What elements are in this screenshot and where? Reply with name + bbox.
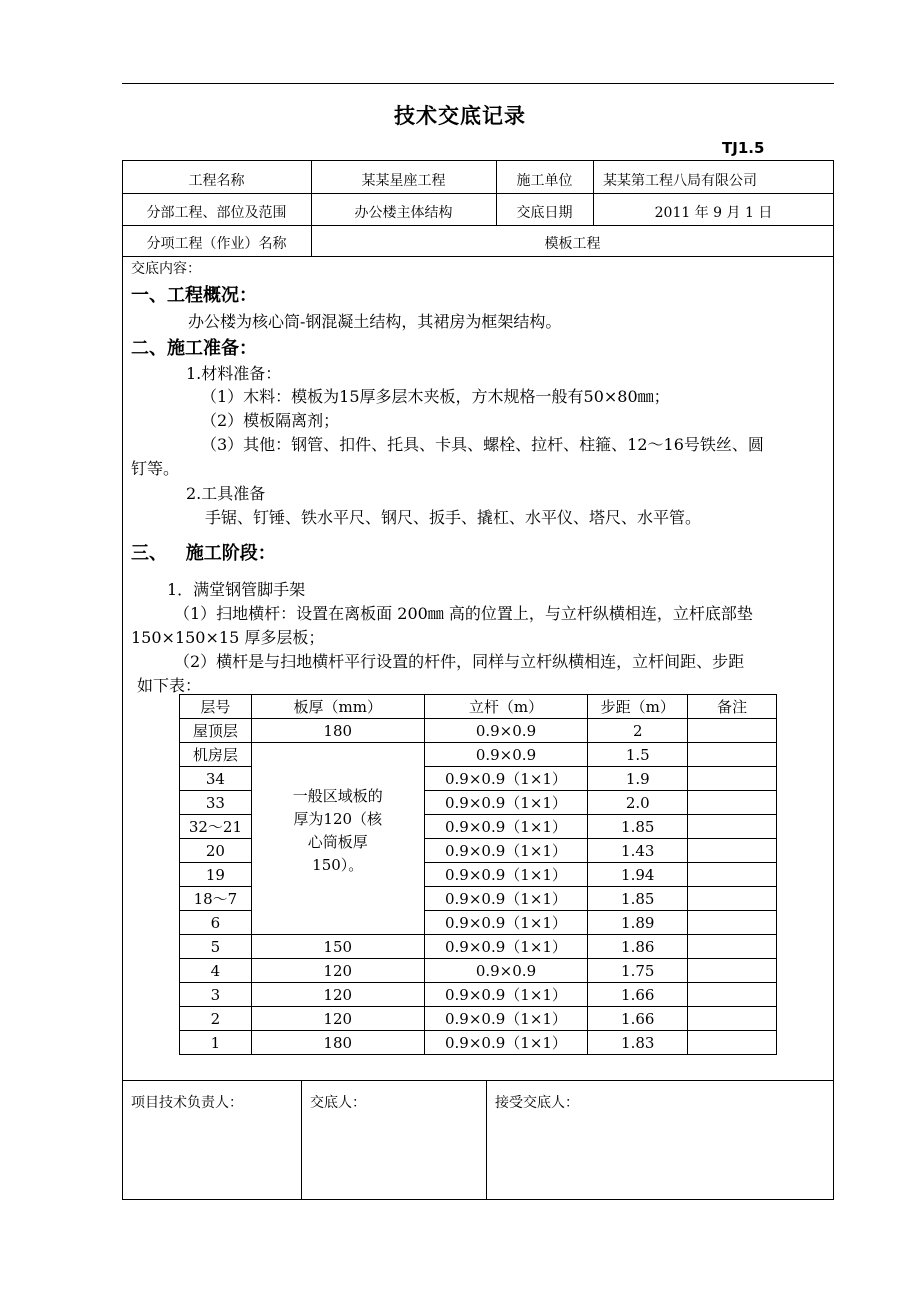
step-cell: 1.83 bbox=[588, 1031, 688, 1055]
tools-text: 手锯、钉锤、铁水平尺、钢尺、扳手、撬杠、水平仪、塔尺、水平管。 bbox=[205, 508, 702, 527]
pole-cell: 0.9×0.9（1×1） bbox=[424, 1007, 588, 1031]
scaffold-heading: 1．满堂钢管脚手架 bbox=[167, 580, 306, 599]
pole-cell: 0.9×0.9（1×1） bbox=[424, 791, 588, 815]
document-title: 技术交底记录 bbox=[394, 104, 526, 128]
note-cell bbox=[688, 983, 777, 1007]
materials-heading: 1.材料准备： bbox=[186, 364, 282, 383]
table-row bbox=[180, 1007, 777, 1031]
scaffold-crossbar-cont: 如下表： bbox=[137, 676, 202, 695]
materials-release-agent: （2）模板隔离剂； bbox=[201, 411, 340, 430]
pole-cell: 0.9×0.9（1×1） bbox=[424, 863, 588, 887]
scaffold-table bbox=[179, 694, 777, 1055]
top-rule bbox=[122, 83, 834, 84]
materials-wood: （1）木料：模板为15厚多层木夹板，方木规格一般有50×80㎜； bbox=[201, 387, 670, 406]
scaffold-crossbar: （2）横杆是与扫地横杆平行设置的杆件，同样与立杆纵横相连，立杆间距、步距 bbox=[174, 652, 745, 671]
thickness-cell: 120 bbox=[251, 959, 424, 983]
merged-thickness-cell bbox=[251, 743, 424, 935]
step-cell: 1.85 bbox=[588, 815, 688, 839]
pole-cell: 0.9×0.9（1×1） bbox=[424, 839, 588, 863]
floor-cell: 18～7 bbox=[180, 887, 252, 911]
thickness-cell: 180 bbox=[251, 719, 424, 743]
header-floor: 层号 bbox=[180, 695, 252, 719]
table-row bbox=[180, 1031, 777, 1055]
step-cell: 1.85 bbox=[588, 887, 688, 911]
note-cell bbox=[688, 959, 777, 983]
scaffold-sweep-bar-cont: 150×150×15 厚多层板； bbox=[131, 628, 325, 647]
header-thickness: 板厚（mm） bbox=[251, 695, 424, 719]
step-cell: 1.94 bbox=[588, 863, 688, 887]
scaffold-sweep-bar: （1）扫地横杆：设置在离板面 200㎜ 高的位置上，与立杆纵横相连，立杆底部垫 bbox=[174, 604, 753, 623]
signature-vline-2 bbox=[486, 1080, 487, 1200]
signature-vline-1 bbox=[301, 1080, 302, 1200]
step-cell: 2.0 bbox=[588, 791, 688, 815]
note-cell bbox=[688, 1031, 777, 1055]
floor-cell: 2 bbox=[180, 1007, 252, 1031]
header-line-2 bbox=[122, 225, 834, 226]
step-cell: 1.75 bbox=[588, 959, 688, 983]
project-name-label: 工程名称 bbox=[188, 173, 245, 189]
division-value: 办公楼主体结构 bbox=[354, 205, 453, 221]
contractor-value: 某某第工程八局有限公司 bbox=[603, 173, 757, 189]
step-cell: 1.5 bbox=[588, 743, 688, 767]
floor-cell: 4 bbox=[180, 959, 252, 983]
floor-cell: 20 bbox=[180, 839, 252, 863]
pole-cell: 0.9×0.9（1×1） bbox=[424, 935, 588, 959]
pole-cell: 0.9×0.9（1×1） bbox=[424, 815, 588, 839]
table-row bbox=[180, 983, 777, 1007]
project-name-value: 某某星座工程 bbox=[361, 173, 446, 189]
division-label: 分部工程、部位及范围 bbox=[146, 205, 287, 221]
note-cell bbox=[688, 743, 777, 767]
floor-cell: 34 bbox=[180, 767, 252, 791]
note-cell bbox=[688, 839, 777, 863]
note-cell bbox=[688, 767, 777, 791]
note-cell bbox=[688, 815, 777, 839]
pole-cell: 0.9×0.9（1×1） bbox=[424, 767, 588, 791]
header-line-1 bbox=[122, 193, 834, 194]
presenter-signature: 交底人： bbox=[310, 1095, 366, 1111]
materials-other-cont: 钉等。 bbox=[131, 459, 180, 478]
floor-cell: 3 bbox=[180, 983, 252, 1007]
floor-cell: 屋顶层 bbox=[180, 719, 252, 743]
table-header-row bbox=[180, 695, 777, 719]
note-cell bbox=[688, 911, 777, 935]
note-cell bbox=[688, 1007, 777, 1031]
header-line-3 bbox=[122, 256, 834, 257]
pole-cell: 0.9×0.9 bbox=[424, 719, 588, 743]
section-2-heading: 二、施工准备： bbox=[131, 338, 257, 359]
floor-cell: 6 bbox=[180, 911, 252, 935]
step-cell: 1.86 bbox=[588, 935, 688, 959]
tech-lead-signature: 项目技术负责人： bbox=[131, 1095, 243, 1111]
date-label: 交底日期 bbox=[516, 205, 573, 221]
pole-cell: 0.9×0.9（1×1） bbox=[424, 887, 588, 911]
section-1-heading: 一、工程概况： bbox=[131, 285, 257, 306]
table-row bbox=[180, 719, 777, 743]
content-label: 交底内容： bbox=[131, 261, 201, 277]
step-cell: 1.43 bbox=[588, 839, 688, 863]
pole-cell: 0.9×0.9（1×1） bbox=[424, 911, 588, 935]
table-row bbox=[180, 743, 777, 767]
note-cell bbox=[688, 887, 777, 911]
subitem-label: 分项工程（作业）名称 bbox=[146, 236, 287, 252]
pole-cell: 0.9×0.9 bbox=[424, 959, 588, 983]
table-row bbox=[180, 935, 777, 959]
floor-cell: 5 bbox=[180, 935, 252, 959]
step-cell: 1.9 bbox=[588, 767, 688, 791]
floor-cell: 19 bbox=[180, 863, 252, 887]
materials-other: （3）其他：钢管、扣件、托具、卡具、螺栓、拉杆、柱箍、12～16号铁丝、圆 bbox=[201, 435, 764, 454]
step-cell: 1.66 bbox=[588, 983, 688, 1007]
thickness-cell: 120 bbox=[251, 983, 424, 1007]
header-step: 步距（m） bbox=[588, 695, 688, 719]
receiver-signature: 接受交底人： bbox=[495, 1095, 579, 1111]
floor-cell: 33 bbox=[180, 791, 252, 815]
signature-top-line bbox=[122, 1080, 834, 1081]
floor-cell: 机房层 bbox=[180, 743, 252, 767]
pole-cell: 0.9×0.9（1×1） bbox=[424, 1031, 588, 1055]
step-cell: 1.66 bbox=[588, 1007, 688, 1031]
document-code: TJ1.5 bbox=[722, 139, 765, 157]
thickness-cell: 180 bbox=[251, 1031, 424, 1055]
note-cell bbox=[688, 935, 777, 959]
table-row bbox=[180, 959, 777, 983]
contractor-label: 施工单位 bbox=[516, 173, 573, 189]
merged-thickness-note: 一般区域板的厚为120（核心筒板厚150）。 bbox=[292, 786, 383, 874]
section-1-text: 办公楼为核心筒-钢混凝土结构，其裙房为框架结构。 bbox=[188, 312, 562, 331]
note-cell bbox=[688, 719, 777, 743]
note-cell bbox=[688, 791, 777, 815]
floor-cell: 1 bbox=[180, 1031, 252, 1055]
step-cell: 2 bbox=[588, 719, 688, 743]
subitem-value: 模板工程 bbox=[544, 236, 601, 252]
header-pole: 立杆（m） bbox=[424, 695, 588, 719]
section-3-heading: 三、 施工阶段： bbox=[131, 543, 276, 564]
tools-heading: 2.工具准备 bbox=[186, 484, 266, 503]
pole-cell: 0.9×0.9 bbox=[424, 743, 588, 767]
date-value: 2011 年 9 月 1 日 bbox=[654, 205, 773, 221]
note-cell bbox=[688, 863, 777, 887]
thickness-cell: 150 bbox=[251, 935, 424, 959]
floor-cell: 32～21 bbox=[180, 815, 252, 839]
thickness-cell: 120 bbox=[251, 1007, 424, 1031]
pole-cell: 0.9×0.9（1×1） bbox=[424, 983, 588, 1007]
step-cell: 1.89 bbox=[588, 911, 688, 935]
header-note: 备注 bbox=[688, 695, 777, 719]
